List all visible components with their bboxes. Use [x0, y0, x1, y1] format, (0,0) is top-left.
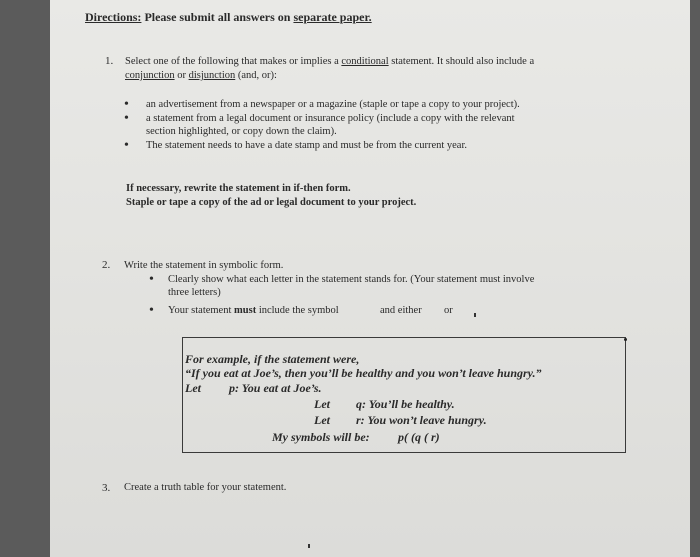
q1-line2 — [125, 69, 277, 82]
directions-text: Please submit all answers on — [144, 10, 291, 24]
q3-text: Create a truth table for your statement. — [124, 482, 287, 493]
q2-text: Write the statement in symbolic form. — [124, 260, 284, 271]
q1-disjunction: disjunction — [188, 70, 236, 81]
bullet-icon: • — [149, 272, 154, 287]
example-p: p: You eat at Joe’s. — [229, 381, 322, 395]
q2-bullet-2-b: include the symbol — [258, 305, 339, 316]
example-line-2: “If you eat at Joe’s, then you’ll be healthy and you won’t leave hungry.” — [185, 366, 542, 380]
example-let-p: Let — [185, 381, 201, 395]
q1-line1-end: statement. It should also include a — [391, 56, 535, 67]
bullet-icon: • — [124, 97, 129, 112]
example-symbols-value: p( (q ( r) — [398, 430, 440, 444]
q1-conjunction: conjunction — [125, 70, 175, 81]
box-corner-dot — [624, 338, 627, 341]
example-q: q: You’ll be healthy. — [356, 397, 455, 411]
example-symbols-label: My symbols will be: — [272, 430, 370, 444]
q2-bullet-2-either: and either — [380, 305, 422, 316]
example-r: r: You won’t leave hungry. — [356, 413, 487, 427]
q2-bullet-2-a: Your statement — [168, 305, 232, 316]
q2-bullet-1: Clearly show what each letter in the statement stands for. (Your statement must involve — [168, 274, 535, 285]
q1-line1 — [125, 55, 534, 68]
example-line-1: For example, if the statement were, — [185, 352, 360, 366]
directions-label: Directions: — [85, 10, 142, 24]
q2-bullet-1-cont: three letters) — [168, 287, 221, 298]
q1-note-1: If necessary, rewrite the statement in if-then form. — [126, 183, 351, 194]
q2-bullet-2 — [168, 304, 339, 317]
q2-number: 2. — [102, 259, 111, 271]
q3-number: 3. — [102, 482, 111, 494]
q1-conditional: conditional — [341, 56, 389, 67]
example-let-r: Let — [314, 413, 330, 427]
bullet-icon: • — [124, 138, 129, 153]
q1-line2-end: (and, or): — [237, 70, 277, 81]
q1-bullet-2-cont: section highlighted, or copy down the claim). — [146, 126, 337, 137]
q1-or: or — [177, 70, 186, 81]
document-page — [50, 0, 690, 557]
q1-bullet-1: an advertisement from a newspaper or a magazine (staple or tape a copy to your project). — [146, 99, 520, 110]
q1-note-2: Staple or tape a copy of the ad or legal document to your project. — [126, 197, 417, 208]
bullet-icon: • — [124, 111, 129, 126]
q1-line1-text: Select one of the following that makes or implies a — [125, 56, 339, 67]
directions-underlined: separate paper. — [293, 10, 372, 24]
stray-mark — [474, 313, 476, 317]
q1-number: 1. — [105, 55, 114, 67]
stray-mark — [308, 544, 310, 548]
example-box — [182, 337, 626, 453]
q2-bullet-2-or: or — [444, 305, 453, 316]
q2-bullet-2-must: must — [234, 305, 257, 316]
q1-bullet-2: a statement from a legal document or insurance policy (include a copy with the relevant — [146, 113, 515, 124]
directions-heading — [85, 10, 372, 25]
bullet-icon: • — [149, 303, 154, 318]
q1-bullet-3: The statement needs to have a date stamp and must be from the current year. — [146, 140, 468, 151]
example-let-q: Let — [314, 397, 330, 411]
